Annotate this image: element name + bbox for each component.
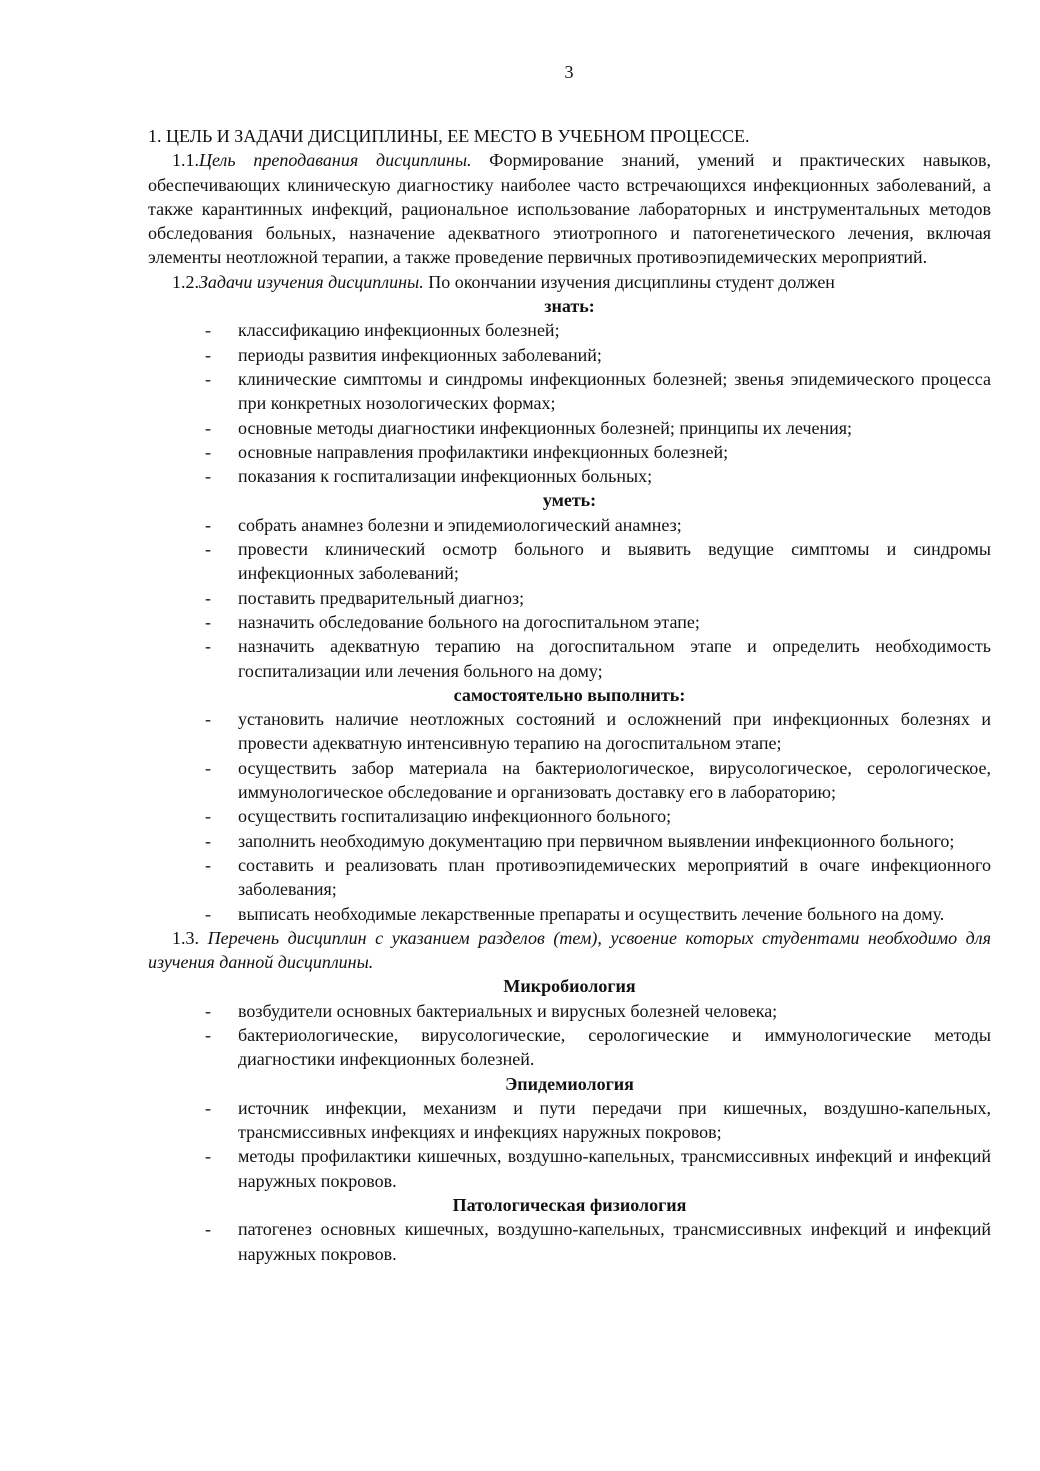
paragraph-italic-title: Задачи изучения дисциплины. xyxy=(199,271,424,292)
subheading-microbiology: Микробиология xyxy=(503,976,636,997)
list-item-text: составить и реализовать план противоэпидемических мероприятий в очаге инфекционного заболевания; xyxy=(238,854,991,900)
dash-bullet: - xyxy=(205,417,211,438)
list-item xyxy=(148,343,991,367)
list-item-text: клинические симптомы и синдромы инфекционных болезней; звенья эпидемического процесса при конкретных нозологических формах; xyxy=(238,368,991,414)
dash-bullet: - xyxy=(205,320,211,341)
list-item xyxy=(148,707,991,756)
paragraph-1-3 xyxy=(148,926,991,975)
dash-bullet: - xyxy=(205,854,211,875)
list-item-text: поставить предварительный диагноз; xyxy=(238,587,525,608)
paragraph-italic-title: Цель преподавания дисциплины. xyxy=(199,150,472,171)
subheading-perform: самостоятельно выполнить: xyxy=(453,684,686,705)
list-item-text: основные направления профилактики инфекционных болезней; xyxy=(238,441,729,462)
list-item xyxy=(148,610,991,634)
pathophysiology-list xyxy=(148,1217,991,1266)
list-item xyxy=(148,537,991,586)
list-item xyxy=(148,1023,991,1072)
section-heading: 1. ЦЕЛЬ И ЗАДАЧИ ДИСЦИПЛИНЫ, ЕЕ МЕСТО В УЧЕБНОМ ПРОЦЕССЕ. xyxy=(148,126,750,146)
list-item-text: заполнить необходимую документацию при первичном выявлении инфекционного больного; xyxy=(238,830,955,851)
paragraph-1-1 xyxy=(148,148,991,269)
list-item-text: источник инфекции, механизм и пути передачи при кишечных, воздушно-капельных, трансмиссивных инфекциях и инфекциях наружных покровов; xyxy=(238,1097,991,1143)
list-item xyxy=(148,1096,991,1145)
list-item-text: периоды развития инфекционных заболеваний; xyxy=(238,344,602,365)
paragraph-text: По окончании изучения дисциплины студент должен xyxy=(423,271,835,292)
list-item xyxy=(148,999,991,1023)
list-item xyxy=(148,756,991,805)
list-item-text: осуществить забор материала на бактериологическое, вирусологическое, серологическое, иммунологическое обследование и организовать доставку его в лабораторию; xyxy=(238,757,991,803)
list-item xyxy=(148,902,991,926)
list-item-text: установить наличие неотложных состояний и осложнений при инфекционных болезнях и провести адекватную интенсивную терапию на догоспитальном этапе; xyxy=(238,709,991,754)
subheading-epidemiology: Эпидемиология xyxy=(505,1073,634,1094)
perform-list xyxy=(148,707,991,926)
list-item xyxy=(148,367,991,416)
dash-bullet: - xyxy=(205,709,211,730)
list-item-text: выписать необходимые лекарственные препараты и осуществить лечение больного на дому. xyxy=(238,903,945,924)
list-item-text: показания к госпитализации инфекционных больных; xyxy=(238,466,653,487)
dash-bullet: - xyxy=(205,757,211,778)
list-item xyxy=(148,440,991,464)
dash-bullet: - xyxy=(205,466,211,487)
dash-bullet: - xyxy=(205,1000,211,1021)
microbiology-list xyxy=(148,999,991,1072)
paragraph-1-2 xyxy=(148,270,991,294)
list-item-text: назначить адекватную терапию на догоспитальном этапе и определить необходимость госпитализации или лечения больного на дому; xyxy=(238,636,991,681)
list-item xyxy=(148,586,991,610)
list-item-text: классификацию инфекционных болезней; xyxy=(238,320,560,341)
list-item-text: провести клинический осмотр больного и выявить ведущие симптомы и синдромы инфекционных заболеваний; xyxy=(238,539,991,584)
list-item-text: методы профилактики кишечных, воздушно-капельных, трансмиссивных инфекций и инфекций наружных покровов. xyxy=(238,1146,991,1191)
list-item-text: назначить обследование больного на догоспитальном этапе; xyxy=(238,611,700,632)
dash-bullet: - xyxy=(205,1097,211,1118)
dash-bullet: - xyxy=(205,636,211,657)
list-item-text: бактериологические, вирусологические, серологические и иммунологические методы диагностики инфекционных болезней. xyxy=(238,1024,991,1070)
list-item xyxy=(148,318,991,342)
list-item xyxy=(148,513,991,537)
list-item-text: осуществить госпитализацию инфекционного больного; xyxy=(238,806,672,827)
paragraph-italic-title: Перечень дисциплин с указанием разделов (тем), усвоение которых студентами необходимо для изучения данной дисциплины. xyxy=(148,927,992,973)
dash-bullet: - xyxy=(205,368,211,389)
list-item xyxy=(148,1217,991,1266)
dash-bullet: - xyxy=(205,587,211,608)
dash-bullet: - xyxy=(205,806,211,827)
dash-bullet: - xyxy=(205,441,211,462)
dash-bullet: - xyxy=(205,344,211,365)
dash-bullet: - xyxy=(205,1146,211,1167)
know-list xyxy=(148,318,991,488)
dash-bullet: - xyxy=(205,514,211,535)
paragraph-text: Формирование знаний, умений и практических навыков, обеспечивающих клиническую диагностику наиболее часто встречающихся инфекционных заболеваний, а также карантинных инфекций, рациональное использование лабораторных и инструментальных методов обследования больных, назначение адекватного этиотропного и патогенетического лечения, включая элементы неотложной терапии, а также проведение первичных противоэпидемических мероприятий. xyxy=(148,150,991,268)
list-item xyxy=(148,804,991,828)
subheading-pathophysiology: Патологическая физиология xyxy=(452,1195,687,1216)
paragraph-number: 1.2. xyxy=(172,271,199,292)
list-item-text: возбудители основных бактериальных и вирусных болезней человека; xyxy=(238,1000,778,1021)
list-item xyxy=(148,464,991,488)
list-item xyxy=(148,634,991,683)
dash-bullet: - xyxy=(205,830,211,851)
list-item xyxy=(148,853,991,902)
list-item-text: патогенез основных кишечных, воздушно-капельных, трансмиссивных инфекций и инфекций наружных покровов. xyxy=(238,1219,991,1264)
paragraph-number: 1.3. xyxy=(172,927,208,948)
epidemiology-list xyxy=(148,1096,991,1193)
dash-bullet: - xyxy=(205,539,211,560)
list-item-text: основные методы диагностики инфекционных болезней; принципы их лечения; xyxy=(238,417,853,438)
subheading-know: знать: xyxy=(544,296,595,317)
dash-bullet: - xyxy=(205,1219,211,1240)
dash-bullet: - xyxy=(205,903,211,924)
document-body xyxy=(148,124,991,1266)
dash-bullet: - xyxy=(205,1024,211,1045)
subheading-able: уметь: xyxy=(542,490,597,511)
paragraph-number: 1.1. xyxy=(172,150,199,171)
able-list xyxy=(148,513,991,683)
list-item xyxy=(148,1144,991,1193)
list-item xyxy=(148,416,991,440)
list-item-text: собрать анамнез болезни и эпидемиологический анамнез; xyxy=(238,514,682,535)
list-item xyxy=(148,829,991,853)
dash-bullet: - xyxy=(205,611,211,632)
page-number: 3 xyxy=(564,62,574,82)
